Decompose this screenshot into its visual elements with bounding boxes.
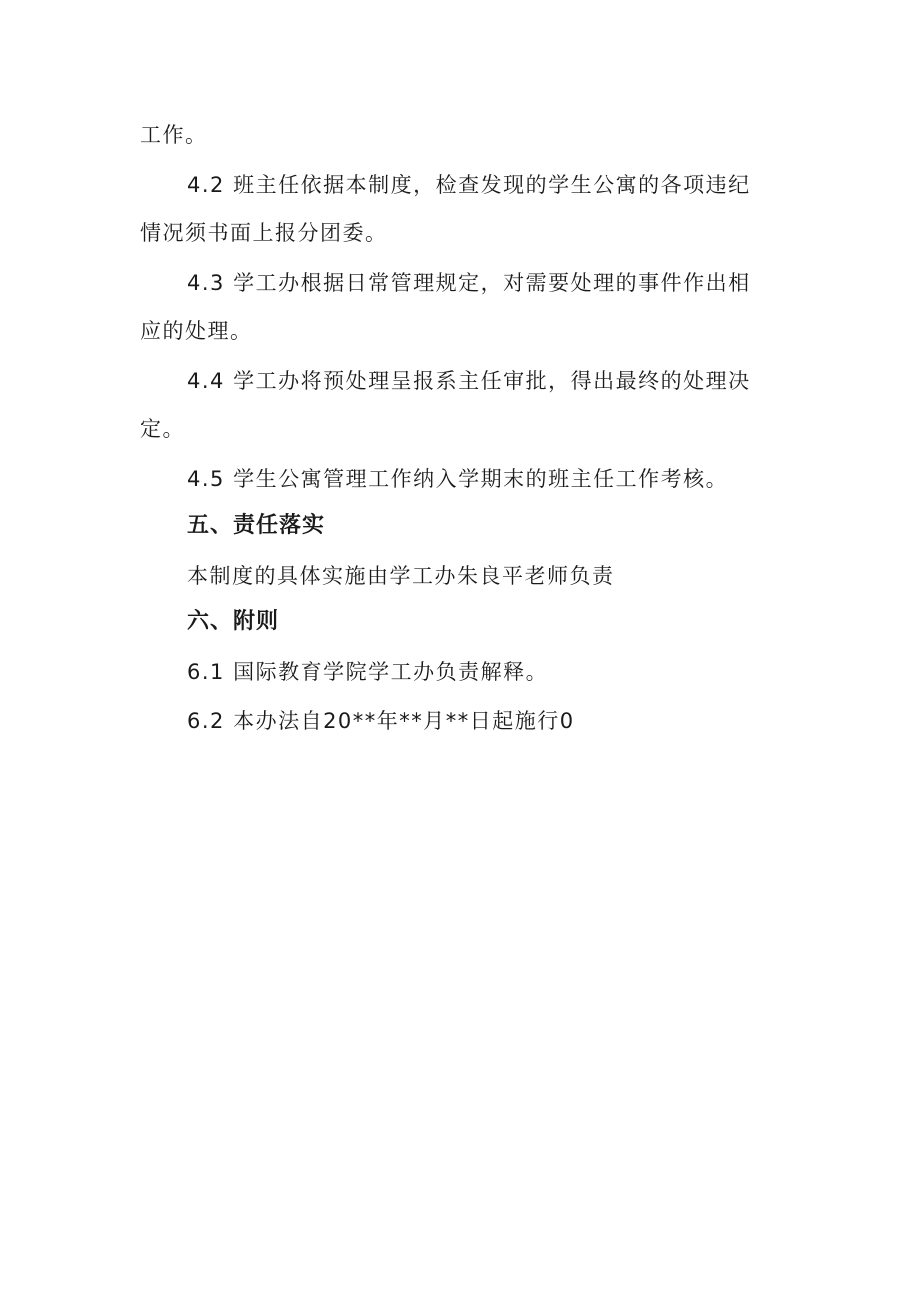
clause-4-4-line-2: 定。 <box>140 417 185 441</box>
clause-4-5: 4.5 学生公寓管理工作纳入学期末的班主任工作考核。 <box>187 467 729 491</box>
clause-4-3-line-1: 4.3 学工办根据日常管理规定，对需要处理的事件作出相 <box>187 271 751 295</box>
section-heading-responsibility: 五、责任落实 <box>187 513 326 538</box>
paragraph-continuation: 工作。 <box>140 123 208 147</box>
section-heading-supplementary: 六、附则 <box>187 609 280 634</box>
clause-6-2: 6.2 本办法自20**年**月**日起施行0 <box>187 709 575 733</box>
clause-6-1: 6.1 国际教育学院学工办负责解释。 <box>187 660 549 684</box>
responsibility-statement: 本制度的具体实施由学工办朱良平老师负责 <box>187 564 615 588</box>
clause-4-4-line-1: 4.4 学工办将预处理呈报系主任审批，得出最终的处理决 <box>187 369 751 393</box>
clause-4-2-line-1: 4.2 班主任依据本制度，检查发现的学生公寓的各项违纪 <box>187 173 751 197</box>
clause-4-2-line-2: 情况须书面上报分团委。 <box>140 221 388 245</box>
clause-4-3-line-2: 应的处理。 <box>140 319 253 343</box>
